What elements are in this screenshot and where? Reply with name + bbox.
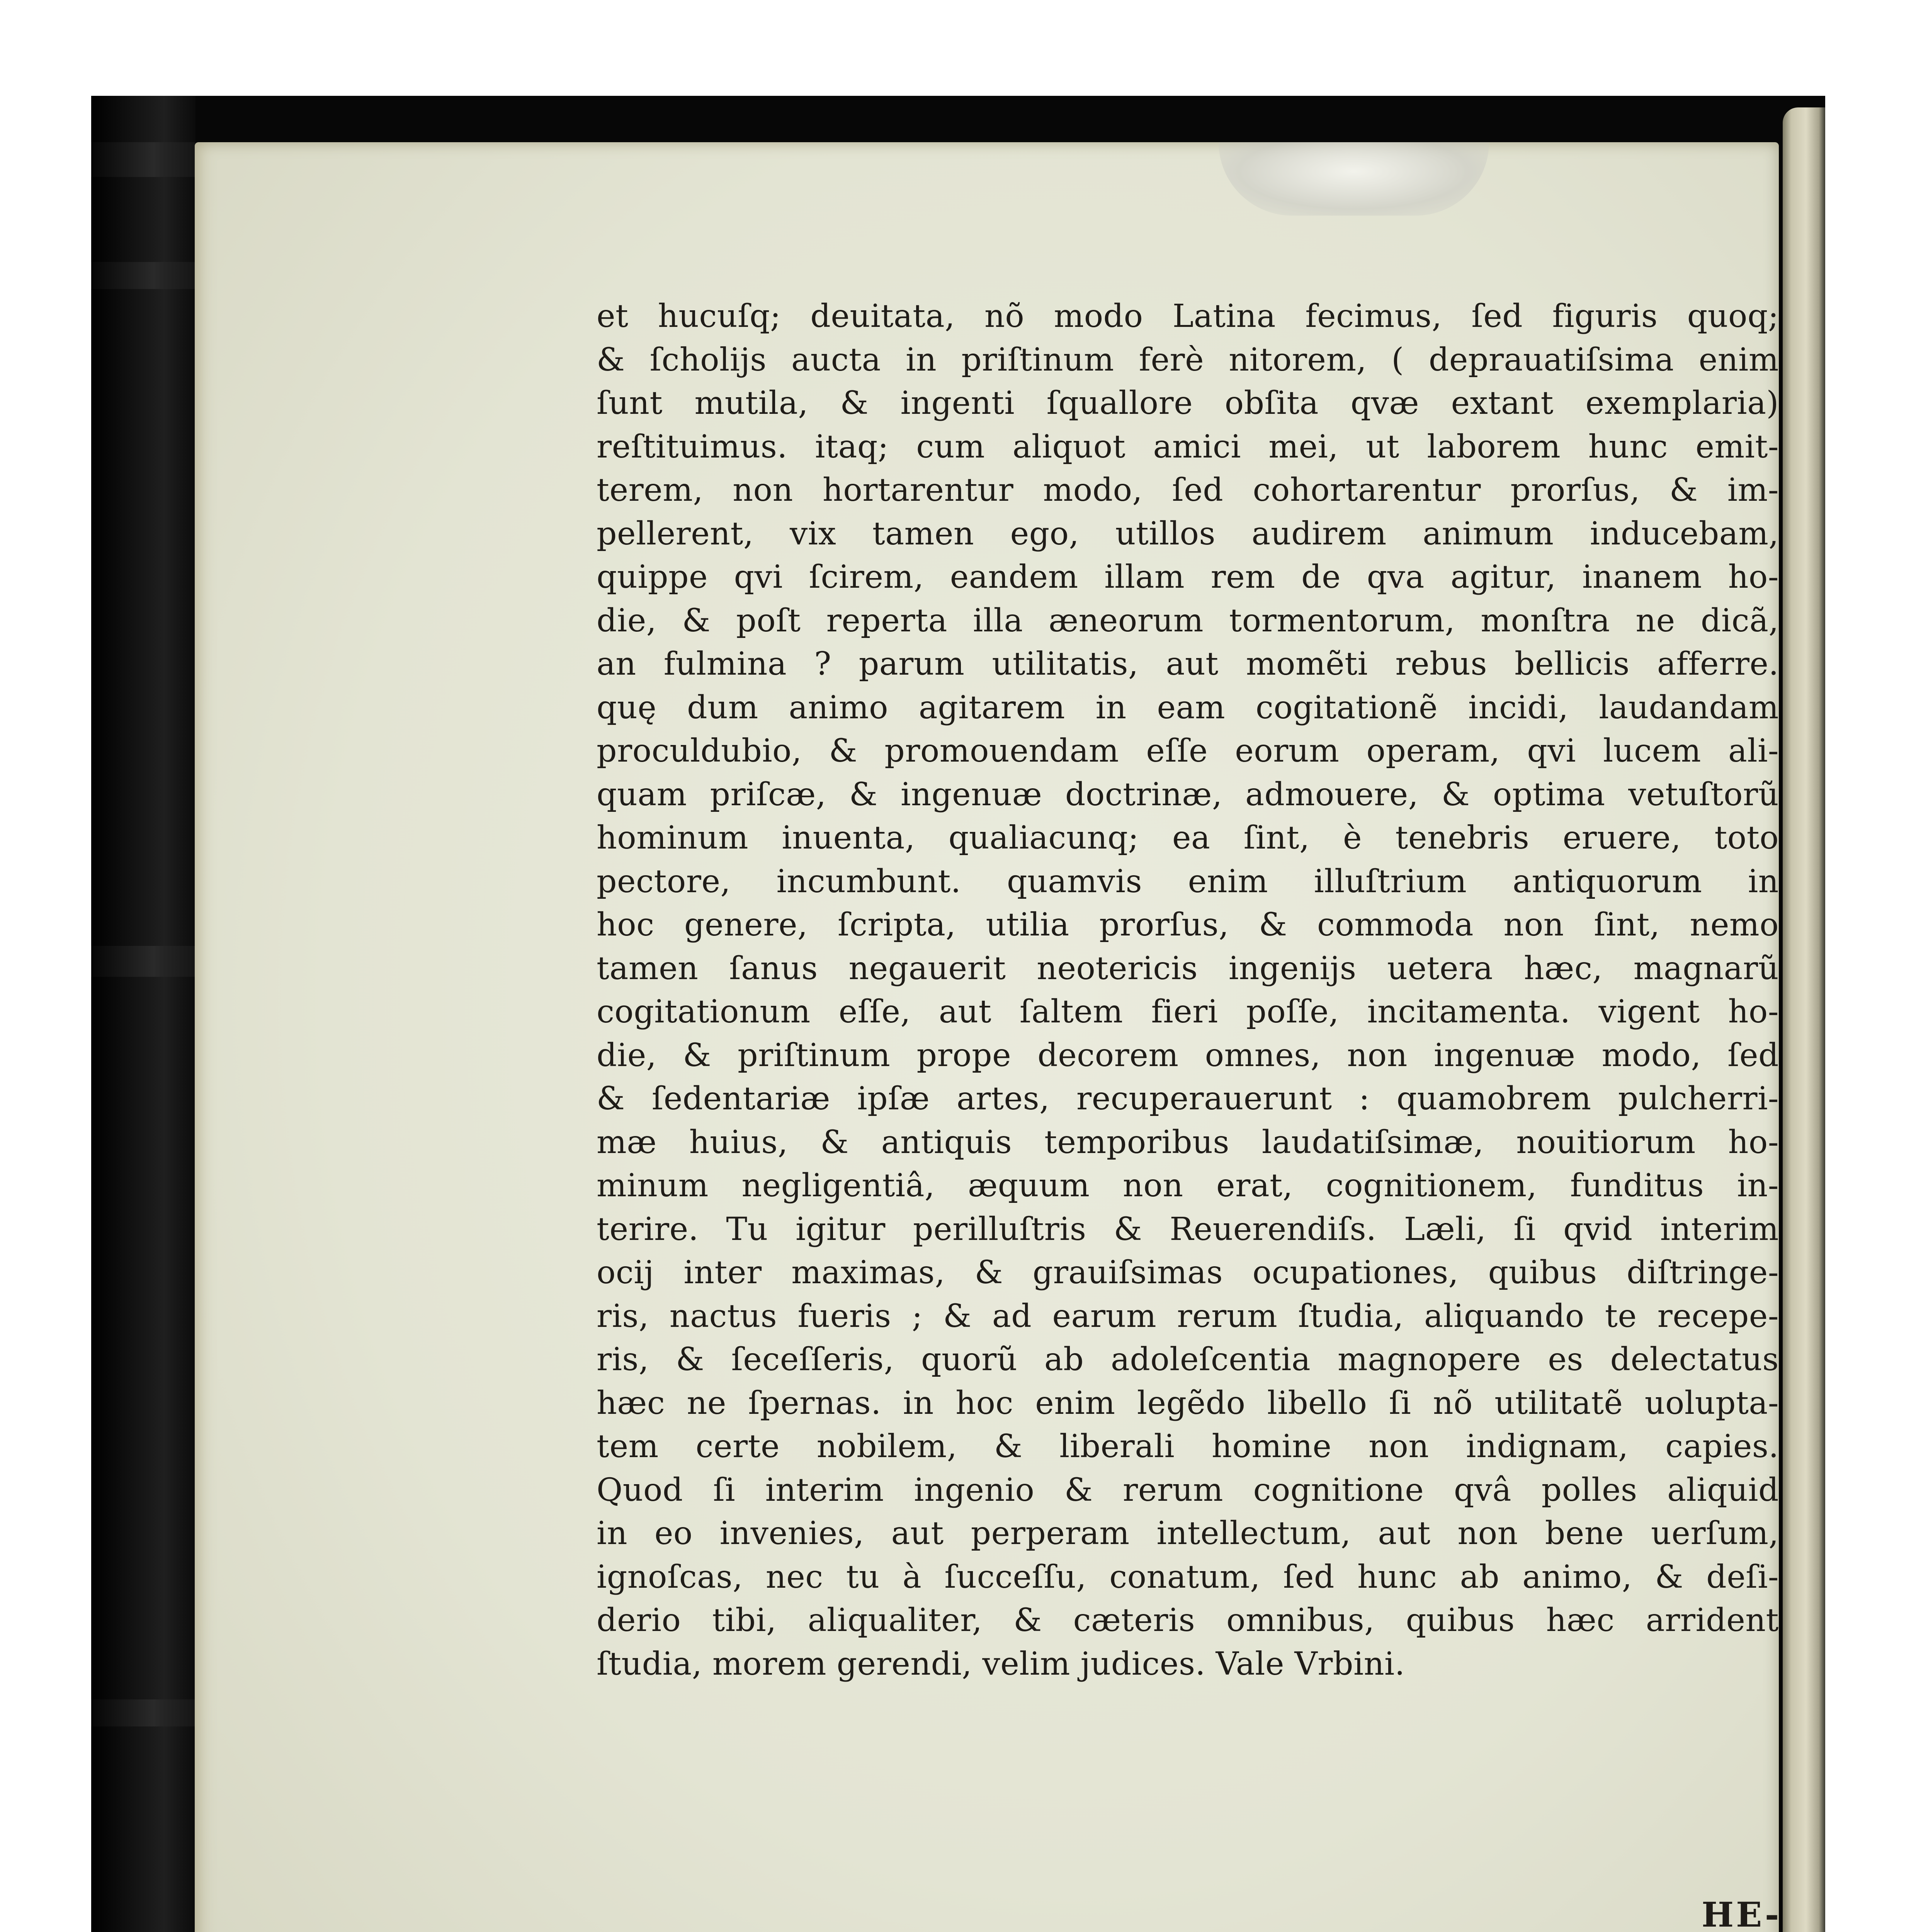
text-line: ris, nactus fueris ; & ad earum rerum ſtudia, aliquando te recepe-: [597, 1298, 1779, 1335]
text-line: in eo invenies, aut perperam intellectum, aut non bene uerſum,: [597, 1515, 1779, 1552]
page-clip-top: [1219, 142, 1489, 216]
text-line: an fulmina ? parum utilitatis, aut momẽti rebus bellicis afferre.: [597, 646, 1779, 682]
text-line: minum negligentiâ, æquum non erat, cognitionem, funditus in-: [597, 1167, 1779, 1204]
text-line: & ſedentariæ ipſæ artes, recuperauerunt : quamobrem pulcherri-: [597, 1080, 1779, 1117]
text-line: mæ huius, & antiquis temporibus laudatiſsimæ, nouitiorum ho-: [597, 1124, 1779, 1161]
text-line: Quod ſi interim ingenio & rerum cognitione qvâ polles aliquid: [597, 1471, 1779, 1509]
text-line: et hucuſq; deuitata, nõ modo Latina fecimus, ſed figuris quoq;: [597, 298, 1779, 335]
text-line: pellerent, vix tamen ego, utillos audirem animum inducebam,: [597, 515, 1779, 552]
book-page: [195, 142, 1782, 1932]
text-line: cogitationum eſſe, aut ſaltem fieri poſſe, incitamenta. vigent ho-: [597, 993, 1779, 1030]
page-text: [597, 295, 1779, 1686]
text-line: quippe qvi ſcirem, eandem illam rem de qva agitur, inanem ho-: [597, 559, 1779, 595]
following-pages-edge: [1783, 107, 1825, 1932]
text-line: ocij inter maximas, & grauiſsimas ocupationes, quibus diſtringe-: [597, 1254, 1779, 1291]
book-spine-edge: [91, 96, 196, 1932]
text-line: quam priſcæ, & ingenuæ doctrinæ, admouere, & optima vetuſtorũ: [597, 776, 1779, 813]
text-line: hominum inuenta, qualiacunq; ea ſint, è tenebris eruere, toto: [597, 820, 1779, 856]
text-line: hoc genere, ſcripta, utilia prorſus, & commoda non ſint, nemo: [597, 906, 1779, 943]
text-line: tamen ſanus negauerit neotericis ingenijs uetera hæc, magnarũ: [597, 950, 1779, 987]
text-line: die, & priſtinum prope decorem omnes, non ingenuæ modo, ſed: [597, 1037, 1779, 1074]
text-line: derio tibi, aliqualiter, & cæteris omnibus, quibus hæc arrident: [597, 1602, 1779, 1639]
text-line: terire. Tu igitur perilluſtris & Reuerendiſs. Læli, ſi qvid interim: [597, 1211, 1779, 1248]
text-line: tem certe nobilem, & liberali homine non indignam, capies.: [597, 1428, 1779, 1465]
catchword: HE-: [1702, 1895, 1782, 1932]
text-line: pectore, incumbunt. quamvis enim illuſtrium antiquorum in: [597, 863, 1779, 900]
text-line: quę dum animo agitarem in eam cogitationẽ incidi, laudandam: [597, 689, 1779, 726]
text-line: proculdubio, & promouendam eſſe eorum operam, qvi lucem ali-: [597, 733, 1779, 769]
text-line: ignoſcas, nec tu à ſucceſſu, conatum, ſed hunc ab animo, & deſi-: [597, 1558, 1779, 1595]
scan-frame: [91, 96, 1825, 1932]
text-line: ris, & ſeceſſeris, quorũ ab adoleſcentia magnopere es delectatus: [597, 1341, 1779, 1378]
text-line-closing: ſtudia, morem gerendi, velim judices. Vale Vrbini.: [597, 1645, 1405, 1682]
text-line: ſunt mutila, & ingenti ſquallore obſita qvæ extant exemplaria): [597, 385, 1779, 422]
text-line: reſtituimus. itaq; cum aliquot amici mei, ut laborem hunc emit-: [597, 428, 1779, 465]
text-line: die, & poſt reperta illa æneorum tormentorum, monſtra ne dicã,: [597, 602, 1779, 639]
text-line: & ſcholijs aucta in priſtinum ferè nitorem, ( deprauatiſsima enim: [597, 341, 1779, 378]
text-line: terem, non hortarentur modo, ſed cohortarentur prorſus, & im-: [597, 472, 1779, 509]
text-line: hæc ne ſpernas. in hoc enim legẽdo libello ſi nõ utilitatẽ uolupta-: [597, 1384, 1779, 1422]
